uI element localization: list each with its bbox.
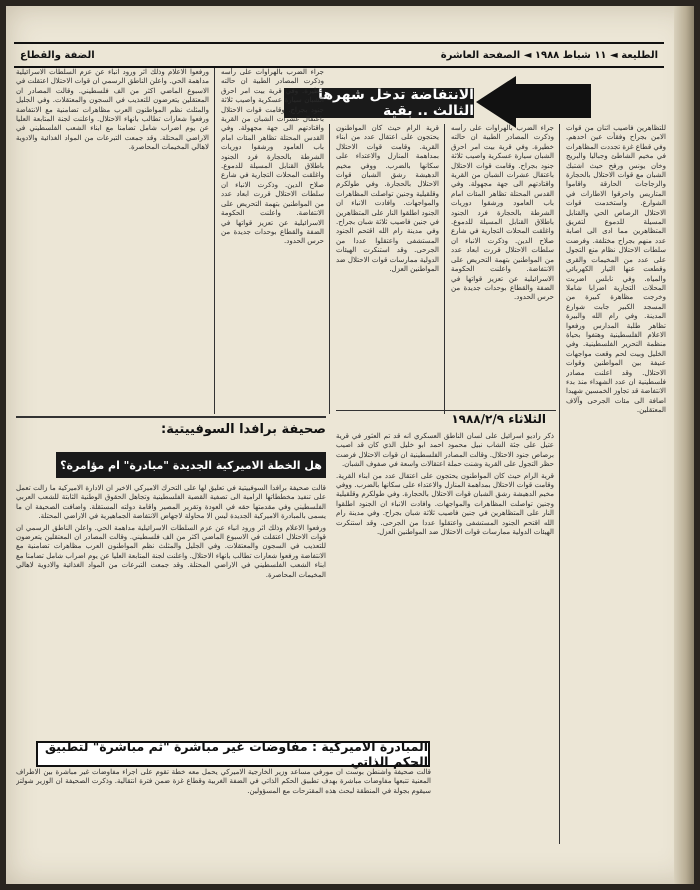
column-rule [559,124,560,844]
page-binding [674,6,694,884]
press-body [16,484,326,734]
column-middle-2 [221,68,324,404]
report-text-continued: قرية الرام حيث كان المواطنون يحتجون على اعتقال عدد من ابناء القرية. وقامت قوات الاحتلال بمداهمة المنازل والاعتداء على سكانها بالضرب. ووفي مخيم الدهيشة رشق الشبان قوات الاحتلال بالحجارة. وفي طولكرم وقلقيلية وجنين تواصلت المظاهرات والمواجهات. وافادت الانباء ان الجنود اطلقوا النار على المتظاهرين في جنين فاصيب ثلاثة شبان بجراح. وفي مدينة رام الله اقتحم الجنود المستشفى واعتقلوا عددا من الجرحى. وقد استنكرت الهيئات الدولية ممارسات قوات الاحتلال ضد المواطنين العزل. [336,471,554,537]
section-tag: الضفة والقطاع [20,49,95,61]
column-right-2-text: جراء الضرب بالهراوات على رأسه وذكرت المصادر الطبية ان حالته خطيرة. وفي قرية بيت امر احرق الشبان سيارة عسكرية واصيب ثلاثة جنود بجراح. وقامت قوات الاحتلال باعتقال عشرات الشبان من القرية واقتادتهم الى جهة مجهولة. وفي القدس المحتلة تظاهر المئات امام باب العامود ورشقوا دوريات الشرطة بالحجارة فرد الجنود باطلاق القنابل المسيلة للدموع. واغلقت المحلات التجارية في شارع صلاح الدين. وذكرت الانباء ان سلطات الاحتلال قررت ابعاد عدد من المواطنين بتهمة التحريض على الانتفاضة. واعلنت الحكومة الاسرائيلية عن تعزيز قواتها في الضفة والقطاع بوحدات جديدة من حرس الحدود. [451,124,554,302]
report-body [336,432,554,732]
press-section-title: صحيفة برافدا السوفييتية: [161,422,326,437]
press-headline: هل الخطة الاميركية الجديدة "مبادرة" ام مؤامرة؟ [56,452,326,478]
page-header [14,42,664,68]
column-rule [214,68,215,414]
bottom-text: قالت صحيفة واشنطن بوست ان مورفي مساعد وزير الخارجية الاميركي يحمل معه خطة تقوم على اجراء مفاوضات غير مباشرة بين الاطراف المعنية تتبعها مفاوضات مباشرة بهدف تطبيق الحكم الذاتي في الضفة الغربية وقطاع غزة ضمن فترة انتقالية. وذكرت الصحيفة ان الوزير شولتز سيقوم بجولة في المنطقة لبحث هذه المقترحات مع المسؤولين. [16,768,431,795]
arrow-bar [511,84,591,118]
column-left [16,68,209,408]
section-rule [336,410,556,411]
bottom-headline: المبادرة الاميركية : مفاوضات غير مباشرة "ثم مباشرة" لتطبيق الحكم الذاتي [36,741,430,767]
column-middle-2-text: جراء الضرب بالهراوات على رأسه وذكرت المصادر الطبية ان حالته خطيرة. وفي قرية بيت امر احرق الشبان سيارة عسكرية واصيب ثلاثة جنود بجراح. وقامت قوات الاحتلال باعتقال عشرات الشبان من القرية واقتادتهم الى جهة مجهولة. وفي القدس المحتلة تظاهر المئات امام باب العامود ورشقوا دوريات الشرطة بالحجارة فرد الجنود باطلاق القنابل المسيلة للدموع. واغلقت المحلات التجارية في شارع صلاح الدين. وذكرت الانباء ان سلطات الاحتلال قررت ابعاد عدد من المواطنين بتهمة التحريض على الانتفاضة. واعلنت الحكومة الاسرائيلية عن تعزيز قواتها في الضفة والقطاع بوحدات جديدة من حرس الحدود. [221,68,324,246]
column-middle [336,124,439,404]
column-left-text: ورفعوا الاعلام وذلك اثر ورود انباء عن عزم السلطات الاسرائيلية مداهمة الحي. واعلن الناطق الرسمي ان قوات الاحتلال اعتقلت في الاسبوع الماضي اكثر من الف فلسطيني. وقالت المصادر ان المعتقلين يتعرضون للتعذيب في السجون والمعتقلات. وفي الجليل والمثلث نظم المواطنون العرب مظاهرات تضامنية مع الانتفاضة ورفعوا شعارات تطالب بانهاء الاحتلال. واعلنت لجنة المتابعة العليا عن يوم اضراب شامل تضامنا مع ابناء الشعب الفلسطيني في الاراضي المحتلة. وقد جمعت التبرعات من المواد الغذائية والادوية لاهالي المخيمات المحاصرة. [16,68,209,152]
column-middle-text: قرية الرام حيث كان المواطنون يحتجون على اعتقال عدد من ابناء القرية. وقامت قوات الاحتلال بمداهمة المنازل والاعتداء على سكانها بالضرب. ووفي مخيم الدهيشة رشق الشبان قوات الاحتلال بالحجارة. وفي طولكرم وقلقيلية وجنين تواصلت المظاهرات والمواجهات. وافادت الانباء ان الجنود اطلقوا النار على المتظاهرين في جنين فاصيب ثلاثة شبان بجراح. وفي مدينة رام الله اقتحم الجنود المستشفى واعتقلوا عددا من الجرحى. وقد استنكرت الهيئات الدولية ممارسات قوات الاحتلال ضد المواطنين العزل. [336,124,439,274]
arrow-icon [476,76,516,128]
edition-line: الطليعة ◄ ١١ شباط ١٩٨٨ ◄ الصفحة العاشرة [440,49,658,61]
column-rule [444,124,445,414]
bottom-body [16,768,431,868]
newspaper-page [6,6,694,884]
column-right-2 [451,124,554,404]
report-text: ذكر راديو اسرائيل على لسان الناطق العسكري انه قد تم العثور في قرية عتيل على جثة الشاب نبيل محمود احمد ابو خليل الذي كان قد اصيب برصاص جنود الاحتلال. وقالت المصادر الفلسطينية ان قوات الاحتلال فرضت حظر التجول على القرية وشنت حملة اعتقالات واسعة في صفوف الشبان. [336,432,554,469]
report-date: الثلاثاء ١٩٨٨/٢/٩ [451,412,546,426]
lead-headline: الانتفاضة تدخل شهرها الثالث .. بقية [284,88,474,118]
press-text: قالت صحيفة برافدا السوفييتية في تعليق لها على التحرك الاميركي الاخير ان الادارة الاميركية ما زالت تعمل على تنفيذ مخططاتها الرامية الى تصفية القضية الفلسطينية وتجاهل الحقوق الوطنية الثابتة للشعب العربي الفلسطيني وفي مقدمتها حقه في العودة وتقرير المصير واقامة دولته المستقلة. واضافت الصحيفة ان ما يسمى بالمبادرة الاميركية الجديدة ليس الا محاولة لاجهاض الانتفاضة الجماهيرية في الاراضي المحتلة. [16,484,326,521]
column-right-1-text: للتظاهرين فاصيب اثنان من قوات الامن بجراح وفقأت عين احدهم. وفي قطاع غزة تجددت المظاهرات في مخيم الشاطئ وجباليا والبريج وخان يونس ورفح حيث اشتبك الشبان مع قوات الاحتلال بالحجارة والزجاجات الحارقة واقاموا المتاريس واحرقوا الاطارات في الشوارع. واستخدمت قوات الاحتلال الرصاص الحي والقنابل المسيلة للدموع لتفريق المتظاهرين مما ادى الى اصابة عدد منهم بجراح مختلفة. وفرضت سلطات الاحتلال نظام منع التجول على عدد من المخيمات والقرى وقطعت عنها التيار الكهربائي والمياه. وفي نابلس اضربت المحلات التجارية اضرابا شاملا وخرجت مظاهرة كبيرة من المسجد الكبير جابت شوارع المدينة. وفي رام الله والبيرة تظاهر طلبة المدارس ورفعوا الاعلام الفلسطينية وهتفوا بحياة منظمة التحرير الفلسطينية. وفي الخليل وبيت لحم وقعت مواجهات عنيفة بين المواطنين وقوات الاحتلال. وقد اعلنت مصادر فلسطينية ان عدد الشهداء منذ بدء الانتفاضة قد تجاوز الخمسين شهيدا اضافة الى مئات الجرحى وآلاف المعتقلين. [566,124,666,415]
press-text-continued: ورفعوا الاعلام وذلك اثر ورود انباء عن عزم السلطات الاسرائيلية مداهمة الحي. واعلن الناطق الرسمي ان قوات الاحتلال اعتقلت في الاسبوع الماضي اكثر من الف فلسطيني. وقالت المصادر ان المعتقلين يتعرضون للتعذيب في السجون والمعتقلات. وفي الجليل والمثلث نظم المواطنون العرب مظاهرات تضامنية مع الانتفاضة ورفعوا شعارات تطالب بانهاء الاحتلال. واعلنت لجنة المتابعة العليا عن يوم اضراب شامل تضامنا مع ابناء الشعب الفلسطيني في الاراضي المحتلة. وقد جمعت التبرعات من المواد الغذائية والادوية لاهالي المخيمات المحاصرة. [16,523,326,579]
column-rule [329,124,330,414]
column-right-1 [566,124,666,724]
section-rule [16,416,326,418]
